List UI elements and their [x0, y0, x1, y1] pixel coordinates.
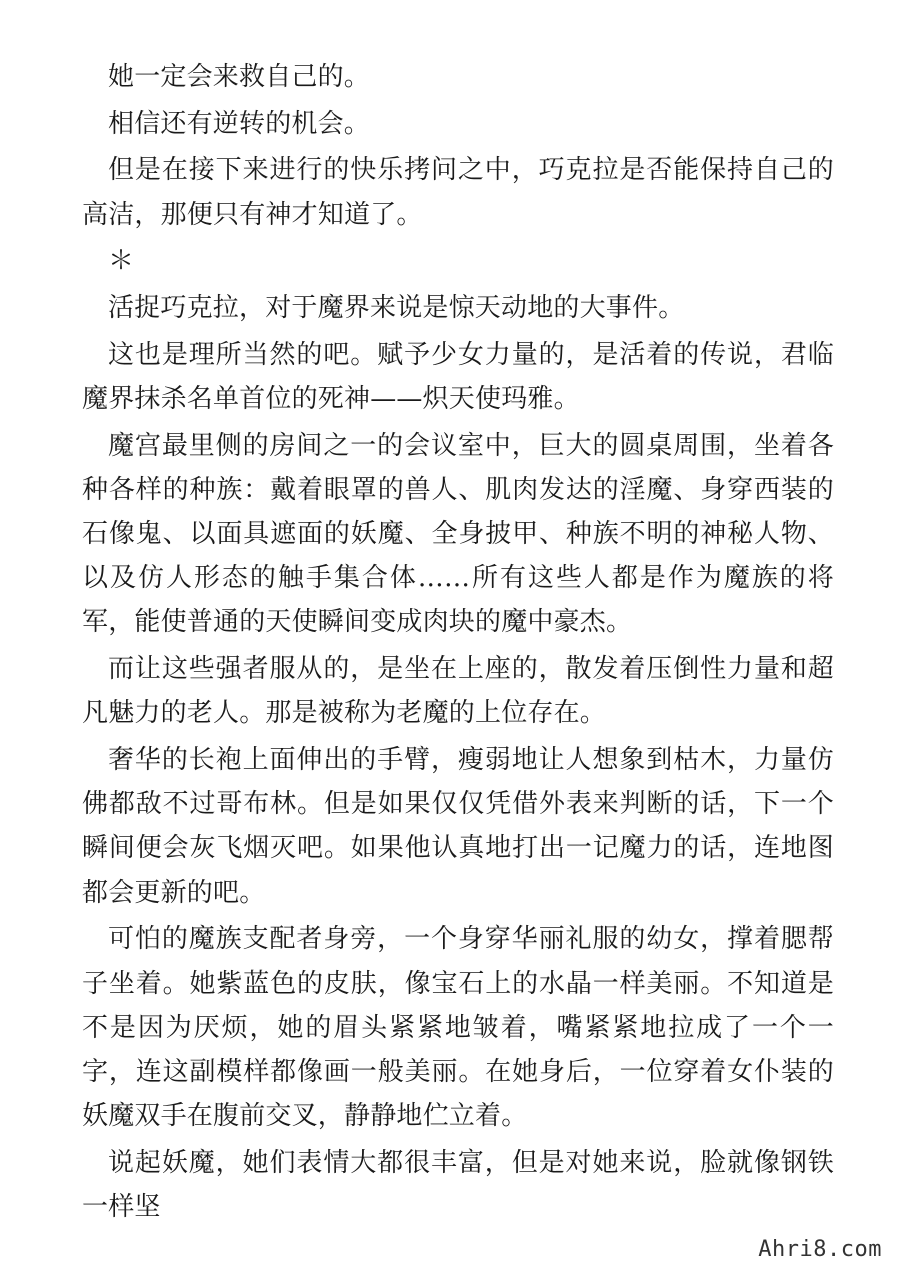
paragraph-9: 可怕的魔族支配者身旁，一个身穿华丽礼服的幼女，撑着腮帮子坐着。她紫蓝色的皮肤，像宝石上的水晶一样美丽。不知道是不是因为厌烦，她的眉头紧紧地皱着，嘴紧紧地拉成了一个一字，连这副模样都像画一般美丽。在她身后，一位穿着女仆装的妖魔双手在腹前交叉，静静地伫立着。 [82, 924, 834, 1132]
body-text [82, 55, 834, 1232]
paragraph-2: 相信还有逆转的机会。 [108, 108, 371, 139]
section-break: ＊ [108, 246, 135, 277]
paragraph-10: 说起妖魔，她们表情大都很丰富，但是对她来说，脸就像钢铁一样坚 [82, 1147, 834, 1223]
paragraph-3: 但是在接下来进行的快乐拷问之中，巧克拉是否能保持自己的高洁，那便只有神才知道了。 [82, 155, 834, 230]
paragraph-7: 而让这些强者服从的，是坐在上座的，散发着压倒性力量和超凡魅力的老人。那是被称为老魔的上位存在。 [82, 654, 834, 729]
watermark: Ahri8.com [758, 1237, 882, 1262]
paragraph-6: 魔宫最里侧的房间之一的会议室中，巨大的圆桌周围，坐着各种各样的种族：戴着眼罩的兽人、肌肉发达的淫魔、身穿西装的石像鬼、以面具遮面的妖魔、全身披甲、种族不明的神秘人物、以及仿人形态的触手集合体……所有这些人都是作为魔族的将军，能使普通的天使瞬间变成肉块的魔中豪杰。 [82, 430, 834, 638]
paragraph-1: 她一定会来救自己的。 [108, 62, 371, 92]
paragraph-4: 活捉巧克拉，对于魔界来说是惊天动地的大事件。 [108, 293, 685, 324]
paragraph-8: 奢华的长袍上面伸出的手臂，瘦弱地让人想象到枯木，力量仿佛都敌不过哥布林。但是如果仅仅凭借外表来判断的话，下一个瞬间便会灰飞烟灭吧。如果他认真地打出一记魔力的话，连地图都会更新的吧。 [82, 745, 834, 908]
paragraph-5: 这也是理所当然的吧。赋予少女力量的，是活着的传说，君临魔界抹杀名单首位的死神——炽天使玛雅。 [82, 339, 834, 414]
